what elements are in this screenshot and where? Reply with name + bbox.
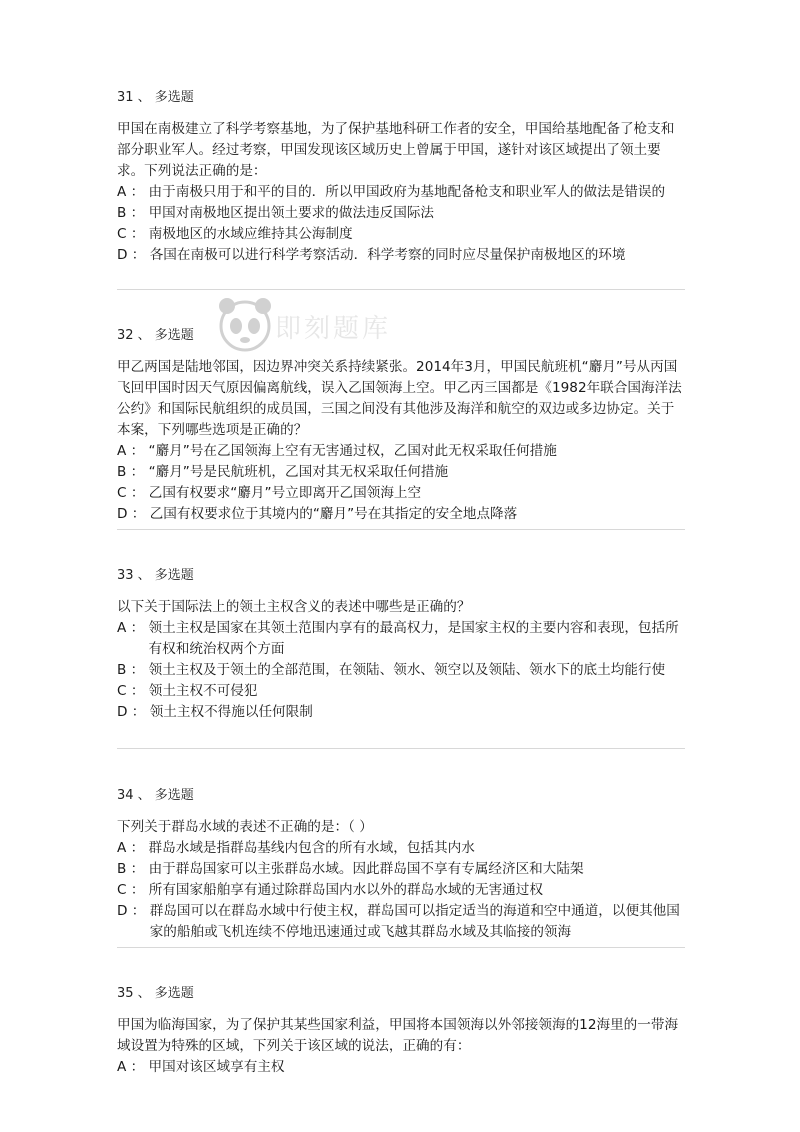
option-a xyxy=(117,618,685,660)
option-text: 由于群岛国家可以主张群岛水域。因此群岛国不享有专属经济区和大陆架 xyxy=(148,861,584,877)
question-34 xyxy=(117,787,685,943)
option-text: 由于南极只用于和平的目的．所以甲国政府为基地配备枪支和职业军人的做法是错误的 xyxy=(148,184,666,200)
option-letter: A ： xyxy=(117,620,149,636)
question-33 xyxy=(117,567,685,723)
option-c xyxy=(117,681,685,702)
option-a xyxy=(117,1057,685,1078)
option-text: 乙国有权要求位于其境内的“麝月”号在其指定的安全地点降落 xyxy=(149,506,518,522)
option-a xyxy=(117,182,685,203)
question-header: 34 、 多选题 xyxy=(117,788,194,803)
option-letter: C ： xyxy=(117,882,149,898)
question-divider xyxy=(117,529,685,530)
option-letter: A ： xyxy=(117,443,149,459)
option-c xyxy=(117,880,685,901)
option-b xyxy=(117,859,685,880)
option-a xyxy=(117,441,685,462)
option-b xyxy=(117,660,685,681)
question-31 xyxy=(117,89,685,266)
option-letter: A ： xyxy=(117,840,149,856)
question-stem: 甲乙两国是陆地邻国，因边界冲突关系持续紧张。2014年3月，甲国民航班机“麝月”号从丙国飞回甲国时因天气原因偏离航线，误入乙国领海上空。甲乙丙三国都是《1982年联合国海洋法公约》和国际民航组织的成员国，三国之间没有其他涉及海洋和航空的双边或多边协定。关于本案，下列哪些选项是正确的？ xyxy=(117,359,682,438)
option-text: “麝月”号是民航班机，乙国对其无权采取任何措施 xyxy=(148,464,449,480)
option-text: 乙国有权要求“麝月”号立即离开乙国领海上空 xyxy=(148,485,422,501)
option-c xyxy=(117,224,685,245)
question-header: 31 、 多选题 xyxy=(117,90,194,105)
option-letter: D ： xyxy=(117,247,150,263)
question-35 xyxy=(117,985,685,1078)
option-letter: C ： xyxy=(117,226,149,242)
question-header: 32 、 多选题 xyxy=(117,328,194,343)
question-header: 35 、 多选题 xyxy=(117,986,194,1001)
option-text: 领土主权及于领土的全部范围，在领陆、领水、领空以及领陆、领水下的底土均能行使 xyxy=(148,662,666,678)
option-letter: D ： xyxy=(117,506,150,522)
watermark-text: 即刻题库 xyxy=(275,314,392,344)
option-letter: D ： xyxy=(117,903,150,919)
option-d xyxy=(117,245,685,266)
option-text: 甲国对南极地区提出领土要求的做法违反国际法 xyxy=(148,205,435,221)
question-divider xyxy=(117,289,685,290)
option-letter: B ： xyxy=(117,205,149,221)
option-text: “麝月”号在乙国领海上空有无害通过权，乙国对此无权采取任何措施 xyxy=(148,443,557,459)
option-text: 领土主权是国家在其领土范围内享有的最高权力，是国家主权的主要内容和表现，包括所有权和统治权两个方面 xyxy=(148,620,679,657)
option-d xyxy=(117,504,685,525)
option-letter: C ： xyxy=(117,683,149,699)
option-letter: A ： xyxy=(117,184,149,200)
option-text: 甲国对该区域享有主权 xyxy=(148,1059,285,1075)
question-divider xyxy=(117,947,685,948)
option-a xyxy=(117,838,685,859)
option-b xyxy=(117,203,685,224)
question-header: 33 、 多选题 xyxy=(117,568,194,583)
option-letter: D ： xyxy=(117,704,150,720)
option-b xyxy=(117,462,685,483)
option-letter: B ： xyxy=(117,861,149,877)
option-letter: C ： xyxy=(117,485,149,501)
option-letter: B ： xyxy=(117,662,149,678)
question-32 xyxy=(117,327,685,525)
option-c xyxy=(117,483,685,504)
option-text: 群岛水域是指群岛基线内包含的所有水域，包括其内水 xyxy=(148,840,475,856)
question-stem: 以下关于国际法上的领土主权含义的表述中哪些是正确的？ xyxy=(117,599,471,615)
option-letter: B ： xyxy=(117,464,149,480)
option-text: 所有国家船舶享有通过除群岛国内水以外的群岛水域的无害通过权 xyxy=(148,882,543,898)
option-letter: A ： xyxy=(117,1059,149,1075)
question-stem: 甲国为临海国家，为了保护其某些国家利益，甲国将本国领海以外邻接领海的12海里的一带海域设置为特殊的区域，下列关于该区域的说法，正确的有： xyxy=(117,1017,679,1054)
question-stem: 甲国在南极建立了科学考察基地，为了保护基地科研工作者的安全，甲国给基地配备了枪支和部分职业军人。经过考察，甲国发现该区域历史上曾属于甲国，遂针对该区域提出了领土要求。下列说法正确的是： xyxy=(117,121,675,179)
option-text: 群岛国可以在群岛水域中行使主权，群岛国可以指定适当的海道和空中通道，以便其他国家的船舶或飞机连续不停地迅速通过或飞越其群岛水域及其临接的领海 xyxy=(149,903,680,940)
option-text: 领土主权不得施以任何限制 xyxy=(149,704,313,720)
option-d xyxy=(117,901,685,943)
option-text: 领土主权不可侵犯 xyxy=(148,683,258,699)
option-text: 南极地区的水域应维持其公海制度 xyxy=(148,226,353,242)
option-text: 各国在南极可以进行科学考察活动．科学考察的同时应尽量保护南极地区的环境 xyxy=(149,247,626,263)
option-d xyxy=(117,702,685,723)
question-stem: 下列关于群岛水域的表述不正确的是：（ ） xyxy=(117,819,373,835)
question-divider xyxy=(117,748,685,749)
